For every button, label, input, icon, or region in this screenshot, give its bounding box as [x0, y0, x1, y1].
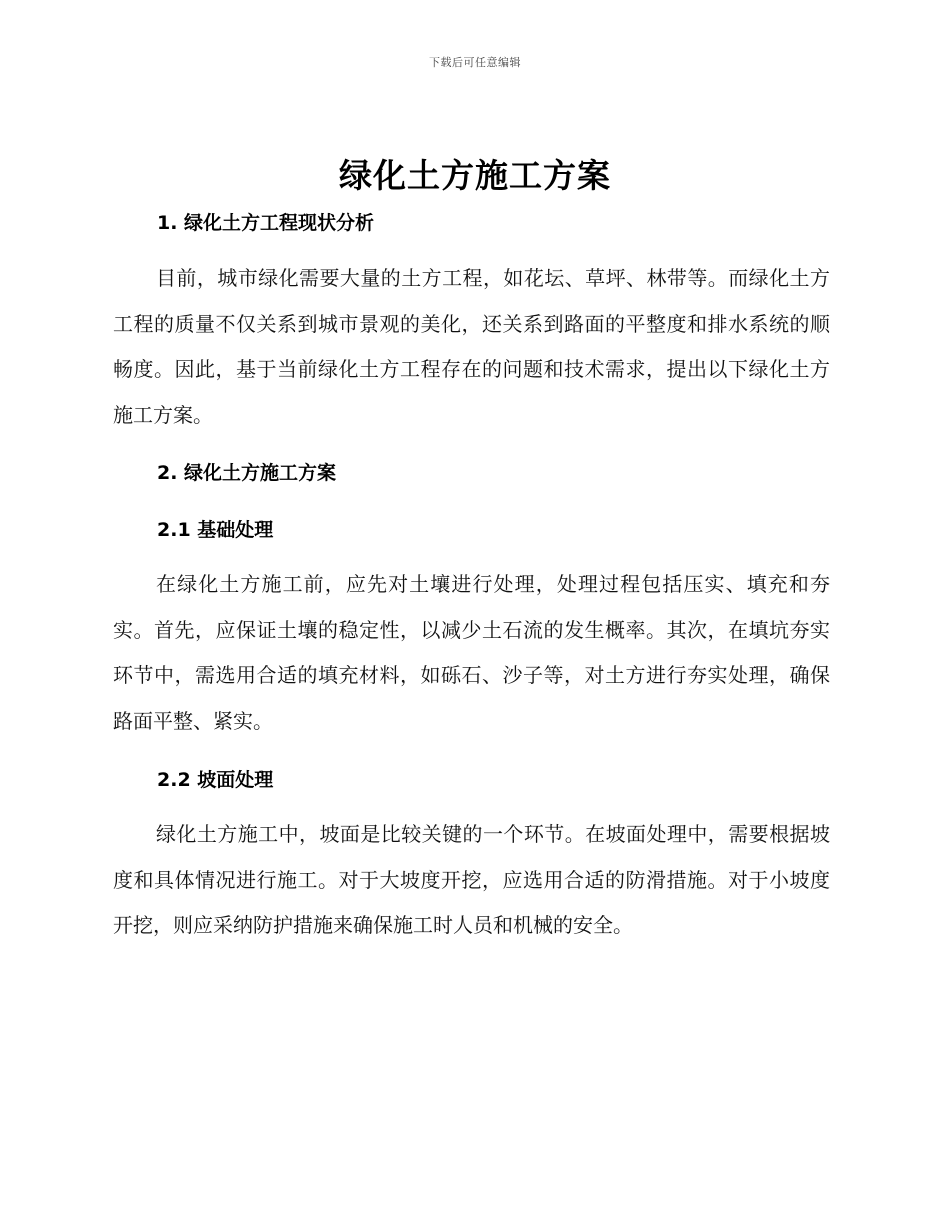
document-title: 绿化土方施工方案 — [339, 156, 611, 195]
section-heading-2-1: 2.1 基础处理 — [157, 519, 274, 541]
section-heading-1: 1. 绿化土方工程现状分析 — [157, 212, 375, 234]
section-paragraph-1: 目前，城市绿化需要大量的土方工程，如花坛、草坪、林带等。而绿化土方工程的质量不仅关系到城市景观的美化，还关系到路面的平整度和排水系统的顺畅度。因此，基于当前绿化土方工程存在的问题和技术需求，提出以下绿化土方施工方案。 — [113, 266, 830, 427]
section-paragraph-2-2: 绿化土方施工中，坡面是比较关键的一个环节。在坡面处理中，需要根据坡度和具体情况进行施工。对于大坡度开挖，应选用合适的防滑措施。对于小坡度开挖，则应采纳防护措施来确保施工时人员和机械的安全。 — [113, 822, 830, 938]
section-heading-2: 2. 绿化土方施工方案 — [157, 462, 337, 484]
page-header-note: 下载后可任意编辑 — [429, 56, 521, 69]
section-paragraph-2-1: 在绿化土方施工前，应先对土壤进行处理，处理过程包括压实、填充和夯实。首先，应保证土壤的稳定性，以减少土石流的发生概率。其次，在填坑夯实环节中，需选用合适的填充材料，如砾石、沙子等，对土方进行夯实处理，确保路面平整、紧实。 — [113, 572, 830, 733]
section-heading-2-2: 2.2 坡面处理 — [157, 769, 274, 791]
